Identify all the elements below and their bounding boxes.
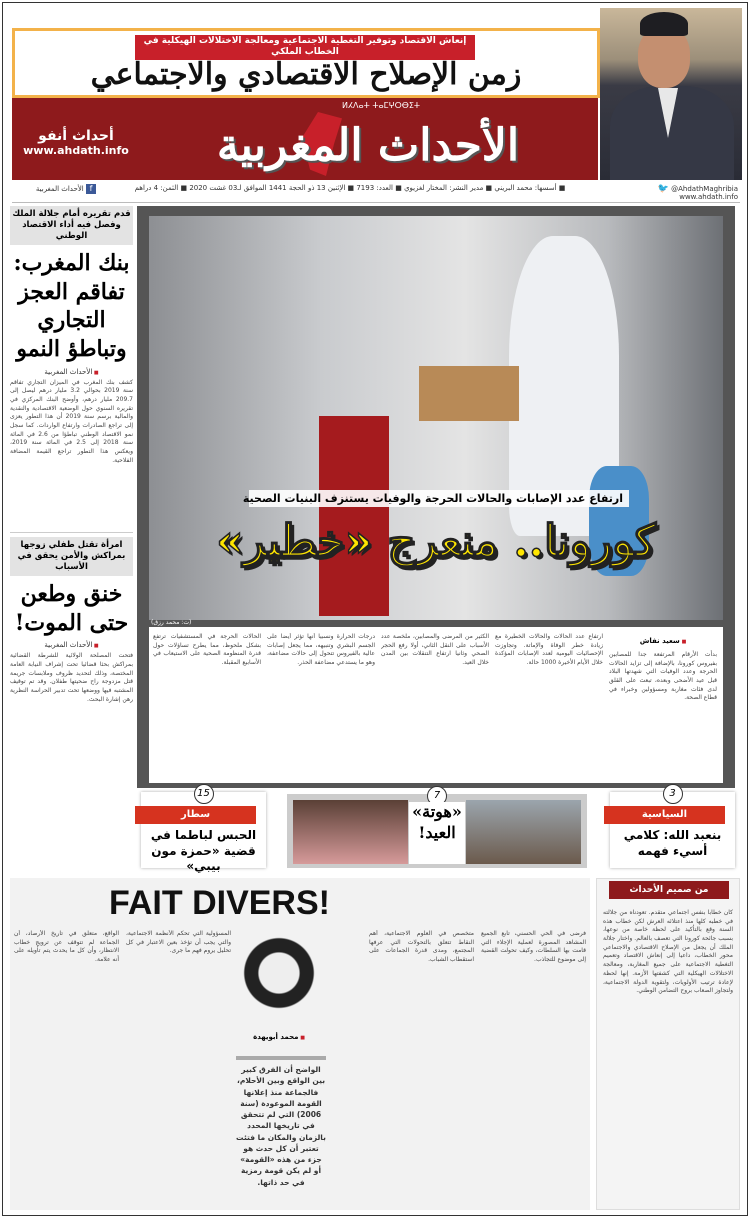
teaser-photo (293, 800, 408, 864)
fait-col: متخصص في العلوم الاجتماعية، أهم النقاط تتعلق بالتحولات التي عرفها المجتمع، ومدى قدرة الجماعات على استقطاب الشباب. (369, 930, 474, 964)
section-label: سطار (135, 806, 256, 824)
fait-col: الواقع، متعلق في تاريخ الأرصاد، أن الجماعة لم تتوقف عن ترويج خطاب الانتظار، وأن كل ما يحدث يتم تأويله على أنه علامة. (14, 930, 119, 964)
section-label: السياسية (604, 806, 725, 824)
main-text (149, 627, 723, 783)
fait-divers-title: FAIT DIVERS! (108, 884, 330, 922)
main-headline: كورونا.. منعرج «خطير» (216, 516, 656, 567)
story-body: فتحت المصلحة الولائية للشرطة القضائية بمراكش بحثا قضائيا تحت إشراف النيابة العامة المختصة، وذلك لتحديد ظروف وملابسات جريمة قتل مزدوجة راح ضحيتها طفلان. وقد تم توقيف المشتبه فيها ووضعها تحت تدبير الحراسة النظرية رهن إشارة البحث. (10, 652, 133, 703)
story-headline: خنق وطعن حتى الموت! (14, 581, 129, 636)
story-source: ■ الأحداث المغربية (10, 641, 133, 649)
page-number: 7 (427, 786, 447, 806)
ahdath-info-link[interactable] (20, 128, 132, 157)
teaser-star[interactable] (141, 788, 266, 874)
editorial-box[interactable] (596, 878, 740, 1210)
teasers (137, 790, 735, 872)
teaser-politics[interactable] (610, 788, 735, 868)
main-author: ■ سعيد نفاش (609, 637, 717, 645)
editorial-body: كان خطابا بنفس اجتماعي متقدم. تعودناه من جلالته في خطبه كلها منذ اعتلائه العرش لكن خطاب هذه السنة وقع بالتأكيد على لحظة خاصة من نوعها، بسبب جائحة كورونا التي تعصف بالعالم. واختار جلالة الملك أن يجعل من الإصلاح الاقتصادي والاجتماعي محور الخطاب، داعيا إلى إنعاش الاقتصاد وتعميم التغطية الاجتماعية على جميع المغاربة، ومعالجة الاختلالات الهيكلية التي كشفتها الأزمة. إنها لحظة لإعادة ترتيب الأولويات، ولتقوية الدولة الاجتماعية، ولتجاوز الصعاب بروح التضامن الوطني. (603, 909, 733, 995)
twitter-icon: 🐦 (657, 184, 669, 194)
top-headline: زمن الإصلاح الاقتصادي والاجتماعي (90, 57, 522, 92)
left-column (10, 206, 133, 782)
story-headline: بنك المغرب: تفاقم العجز التجاري وتباطؤ النمو (13, 250, 130, 362)
story-kicker: قدم تقريره أمام جلالة الملك وفصل فيه أداء الاقتصاد الوطني (10, 206, 133, 245)
info-line-social (600, 182, 740, 203)
story-bank-al-maghrib[interactable] (10, 206, 133, 532)
fait-divers-column[interactable] (10, 878, 590, 1210)
main-story[interactable] (137, 206, 735, 788)
masthead (12, 98, 598, 180)
website[interactable]: www.ahdath.info (679, 193, 738, 201)
main-subhead: ارتفاع عدد الإصابات والحالات الحرجة والوفيات يستنزف البنيات الصحية (249, 490, 629, 507)
ahdath-info-label: أحداث أنفو (38, 128, 114, 144)
main-col: درجات الحرارة ونسبيا أنها تؤثر أيضا على الجسم البشري وتنبيهه، مما يجعل إصابات عالية بالفيروس تتحول إلى حالات مضاعفة، وهو ما يستدعي مضاعفة الحذر. (267, 633, 375, 667)
story-body: كشف بنك المغرب في الميزان التجاري تفاقم سنة 2019 بحوالي 3.2 مليار درهم ليصل إلى 209.7 مليار درهم، وأوضح البنك المركزي في تقريره السنوي حول الوضعية الاقتصادية والنقدية والمالية برسم سنة 2019 أن هذا التطور يعزى إلى تراجع الصادرات وارتفاع الواردات. كما سجل نمو الاقتصاد الوطني تباطؤا من 2.6 في المائة سنة 2018 إلى 2.5 في المائة سنة 2019، ويعكس هذا التطور تراجع القيمة المضافة الفلاحية. (10, 378, 133, 464)
fait-author: ■ محمد أبويهدة (234, 1033, 324, 1041)
story-kicker: امرأة تقتل طفلي زوجها بمراكش والأمن يحقق في الأسباب (10, 537, 133, 576)
top-banner (12, 28, 600, 98)
photo-credit: (ت: محمد رزق) (151, 619, 192, 626)
top-kicker: إنعاش الاقتصاد وتوفير التغطية الاجتماعية ومعالجة الاختلالات الهيكلية في الخطاب الملكي (135, 35, 475, 60)
main-col: الكثير من المرضى والمصابين، ملخصة عدد الأسباب على النقل الثاني، أولا رفع الحجر الصحي وثانيا ارتفاع التنقلات بين المدن خلال العيد. (381, 633, 489, 667)
main-photo (149, 216, 723, 620)
twitter-handle[interactable]: @AhdathMaghribia (671, 185, 738, 193)
fait-col: فرضى في الحي الحسني، تابع الجميع المشاهد المصورة لعملية الإجلاء التي قامت بها السلطات، وكيف تحولت القضية إلى موضوع للتجاذب. (481, 930, 586, 964)
story-marrakech[interactable] (10, 532, 133, 782)
king-photo (600, 8, 742, 180)
main-col: الحالات الحرجة في المستشفيات ترتفع بشكل ملحوظ، مما يطرح تساؤلات حول قدرة المنظومة الصحية على الاستيعاب في الأسابيع المقبلة. (153, 633, 261, 667)
teaser-photo (466, 800, 581, 864)
teaser-title: «هوتة» العيد! (409, 802, 465, 864)
author-portrait (234, 928, 324, 1028)
fait-col: المسؤولية التي تحكم الأنظمة الاجتماعية، والتي يجب أن تؤخذ بعين الاعتبار في كل تحليل يروم فهم ما جرى. (126, 930, 231, 955)
main-col: بدأت الأرقام المرتفعة جدا للمصابين بفيروس كورونا، بالإضافة إلى تزايد الحالات الحرجة وعدد الوفيات التي شهدتها البلاد قبل عيد الأضحى وبعده، تبعث على القلق لدى فئات مغاربة ومسؤولين وخبراء في قطاع الصحة. (609, 651, 717, 702)
page-number: 3 (663, 784, 683, 804)
masthead-logo: الأحداث المغربية (216, 120, 520, 171)
masthead-tifinagh: ⵍⵃⴷⴰⵜ ⵜⴰⵎⵖⵔⴱⵉⵜ (342, 101, 421, 110)
teaser-title: الحبس لباطما في قضية «حمزة مون بيبي» (150, 828, 257, 874)
main-col: ارتفاع عدد الحالات والحالات الخطيرة مع زيادة خطر الوفاة والإماتة. وتجاوزت الإحصائيات اليومية لعدد الإصابات المؤكدة خلال الأيام الأخيرة 1000 حالة. (495, 633, 603, 667)
facebook-icon: f (86, 184, 96, 194)
pull-quote: الواضح أن الفرق كبير بين الواقع وبين الأحلام، فالجماعة منذ إعلانها القومة الموعودة (سنة 2006) التي لم تتحقق في تاريخها المحدد بالزمان والمكان ما فتئت تعتبر أن كل حدث هو جزء من هذه «القومة» أو لم يكن قومة رمزية في حد ذاتها. (236, 1056, 326, 1188)
info-line (12, 182, 600, 203)
ahdath-info-url[interactable]: www.ahdath.info (23, 144, 129, 157)
teaser-eid[interactable] (287, 790, 587, 868)
editorial-label: من صميم الأحداث (609, 881, 729, 899)
page-number: 15 (194, 784, 214, 804)
story-source: ■ الأحداث المغربية (10, 368, 133, 376)
teaser-title: بنعبد الله: كلامي أسيء فهمه (623, 828, 722, 858)
issue-details: ■ أسسها: محمد البريني ■ مدير النشر: المختار لغزيوي ■ العدد: 7193 ■ الإثنين 13 ذو الحجة 1441 الموافق لـ03 غشت 2020 ■ الثمن: 4 دراهم (134, 184, 566, 192)
facebook-name: الأحداث المغربية (35, 185, 84, 193)
